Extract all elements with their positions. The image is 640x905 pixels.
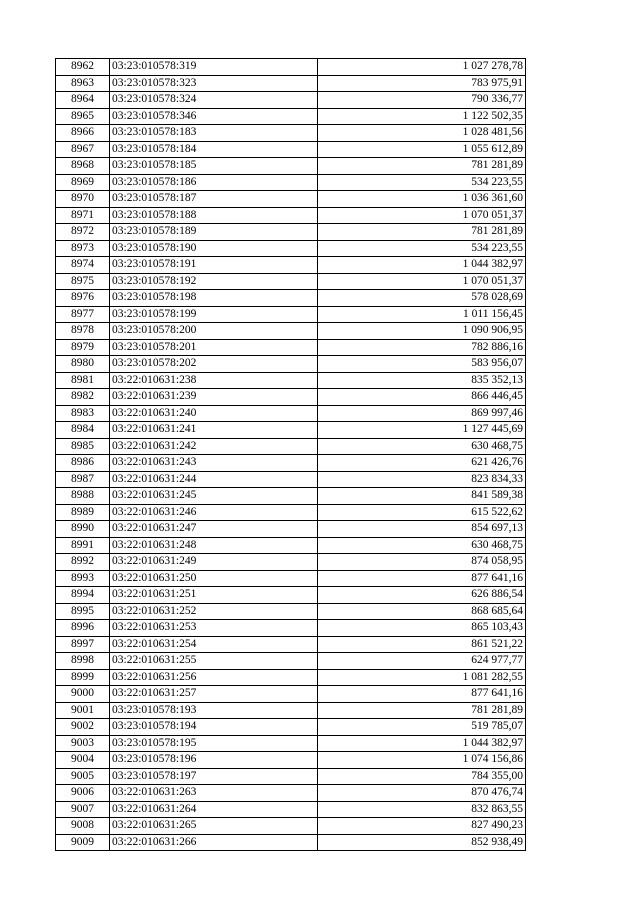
- cadastral-number: 03:22:010631:245: [110, 488, 318, 505]
- cadastral-value: 1 044 382,97: [318, 735, 526, 752]
- table-row: [56, 471, 526, 488]
- row-number: 8980: [56, 356, 110, 373]
- cadastral-value: 1 027 278,78: [318, 59, 526, 76]
- row-number: 9009: [56, 834, 110, 851]
- table-row: [56, 438, 526, 455]
- row-number: 8976: [56, 290, 110, 307]
- table-row: [56, 455, 526, 472]
- row-number: 8996: [56, 620, 110, 637]
- cadastral-value: 534 223,55: [318, 240, 526, 257]
- cadastral-number: 03:23:010578:184: [110, 141, 318, 158]
- table-row: [56, 554, 526, 571]
- cadastral-number: 03:23:010578:201: [110, 339, 318, 356]
- cadastral-value: 781 281,89: [318, 224, 526, 241]
- table-row: [56, 306, 526, 323]
- cadastral-value: 519 785,07: [318, 719, 526, 736]
- row-number: 8988: [56, 488, 110, 505]
- cadastral-number: 03:23:010578:191: [110, 257, 318, 274]
- cadastral-number: 03:23:010578:196: [110, 752, 318, 769]
- cadastral-value: 626 886,54: [318, 587, 526, 604]
- cadastral-number: 03:22:010631:238: [110, 372, 318, 389]
- table-row: [56, 125, 526, 142]
- table-row: [56, 389, 526, 406]
- cadastral-value: 852 938,49: [318, 834, 526, 851]
- table-row: [56, 818, 526, 835]
- row-number: 8971: [56, 207, 110, 224]
- row-number: 8964: [56, 92, 110, 109]
- cadastral-value: 783 975,91: [318, 75, 526, 92]
- cadastral-number: 03:23:010578:189: [110, 224, 318, 241]
- cadastral-value: 781 281,89: [318, 702, 526, 719]
- cadastral-value: 832 863,55: [318, 801, 526, 818]
- row-number: 9007: [56, 801, 110, 818]
- cadastral-value: 865 103,43: [318, 620, 526, 637]
- cadastral-number: 03:22:010631:241: [110, 422, 318, 439]
- table-row: [56, 719, 526, 736]
- cadastral-number: 03:23:010578:188: [110, 207, 318, 224]
- table-row: [56, 372, 526, 389]
- table-row: [56, 504, 526, 521]
- table-row: [56, 158, 526, 175]
- table-row: [56, 290, 526, 307]
- table-row: [56, 521, 526, 538]
- cadastral-number: 03:22:010631:250: [110, 570, 318, 587]
- cadastral-number: 03:23:010578:324: [110, 92, 318, 109]
- cadastral-number: 03:22:010631:254: [110, 636, 318, 653]
- cadastral-number: 03:22:010631:246: [110, 504, 318, 521]
- cadastral-number: 03:22:010631:249: [110, 554, 318, 571]
- cadastral-number: 03:22:010631:266: [110, 834, 318, 851]
- table-row: [56, 834, 526, 851]
- cadastral-value: 877 641,16: [318, 570, 526, 587]
- cadastral-number: 03:23:010578:323: [110, 75, 318, 92]
- cadastral-number: 03:22:010631:240: [110, 405, 318, 422]
- table-row: [56, 768, 526, 785]
- row-number: 8975: [56, 273, 110, 290]
- cadastral-value: 835 352,13: [318, 372, 526, 389]
- cadastral-value: 1 044 382,97: [318, 257, 526, 274]
- table-row: [56, 422, 526, 439]
- table-body: [56, 59, 526, 851]
- table-row: [56, 587, 526, 604]
- row-number: 8989: [56, 504, 110, 521]
- table-row: [56, 669, 526, 686]
- cadastral-value: 861 521,22: [318, 636, 526, 653]
- cadastral-value: 1 011 156,45: [318, 306, 526, 323]
- cadastral-value: 782 886,16: [318, 339, 526, 356]
- cadastral-number: 03:22:010631:239: [110, 389, 318, 406]
- table-row: [56, 735, 526, 752]
- cadastral-value: 1 055 612,89: [318, 141, 526, 158]
- row-number: 8986: [56, 455, 110, 472]
- cadastral-number: 03:23:010578:200: [110, 323, 318, 340]
- row-number: 8997: [56, 636, 110, 653]
- cadastral-number: 03:22:010631:247: [110, 521, 318, 538]
- row-number: 8983: [56, 405, 110, 422]
- row-number: 9005: [56, 768, 110, 785]
- row-number: 8977: [56, 306, 110, 323]
- row-number: 8973: [56, 240, 110, 257]
- cadastral-value: 1 070 051,37: [318, 207, 526, 224]
- cadastral-value: 1 036 361,60: [318, 191, 526, 208]
- table-row: [56, 92, 526, 109]
- cadastral-value: 615 522,62: [318, 504, 526, 521]
- row-number: 8998: [56, 653, 110, 670]
- cadastral-number: 03:22:010631:248: [110, 537, 318, 554]
- cadastral-number: 03:23:010578:183: [110, 125, 318, 142]
- row-number: 8993: [56, 570, 110, 587]
- cadastral-number: 03:23:010578:346: [110, 108, 318, 125]
- row-number: 8974: [56, 257, 110, 274]
- cadastral-number: 03:23:010578:193: [110, 702, 318, 719]
- cadastral-value: 854 697,13: [318, 521, 526, 538]
- table-row: [56, 174, 526, 191]
- row-number: 8992: [56, 554, 110, 571]
- cadastral-number: 03:23:010578:198: [110, 290, 318, 307]
- table-row: [56, 488, 526, 505]
- cadastral-number: 03:22:010631:255: [110, 653, 318, 670]
- cadastral-value: 1 122 502,35: [318, 108, 526, 125]
- row-number: 8991: [56, 537, 110, 554]
- row-number: 8969: [56, 174, 110, 191]
- cadastral-value: 841 589,38: [318, 488, 526, 505]
- table-row: [56, 59, 526, 76]
- table-row: [56, 537, 526, 554]
- table-row: [56, 686, 526, 703]
- cadastral-number: 03:22:010631:253: [110, 620, 318, 637]
- row-number: 8985: [56, 438, 110, 455]
- cadastral-value: 868 685,64: [318, 603, 526, 620]
- row-number: 9000: [56, 686, 110, 703]
- cadastral-number: 03:22:010631:257: [110, 686, 318, 703]
- cadastral-number: 03:23:010578:194: [110, 719, 318, 736]
- cadastral-number: 03:22:010631:243: [110, 455, 318, 472]
- row-number: 8970: [56, 191, 110, 208]
- cadastral-value: 1 028 481,56: [318, 125, 526, 142]
- cadastral-value: 866 446,45: [318, 389, 526, 406]
- cadastral-number: 03:23:010578:319: [110, 59, 318, 76]
- cadastral-number: 03:22:010631:252: [110, 603, 318, 620]
- row-number: 8967: [56, 141, 110, 158]
- table-row: [56, 191, 526, 208]
- table-row: [56, 653, 526, 670]
- table-row: [56, 702, 526, 719]
- cadastral-value: 790 336,77: [318, 92, 526, 109]
- cadastral-number: 03:23:010578:195: [110, 735, 318, 752]
- cadastral-number: 03:22:010631:251: [110, 587, 318, 604]
- row-number: 9003: [56, 735, 110, 752]
- row-number: 9006: [56, 785, 110, 802]
- cadastral-number: 03:23:010578:199: [110, 306, 318, 323]
- cadastral-value: 583 956,07: [318, 356, 526, 373]
- cadastral-value: 823 834,33: [318, 471, 526, 488]
- cadastral-value: 877 641,16: [318, 686, 526, 703]
- cadastral-number: 03:23:010578:186: [110, 174, 318, 191]
- cadastral-value: 870 476,74: [318, 785, 526, 802]
- row-number: 8999: [56, 669, 110, 686]
- table-row: [56, 141, 526, 158]
- table-row: [56, 224, 526, 241]
- cadastral-value: 630 468,75: [318, 537, 526, 554]
- row-number: 8994: [56, 587, 110, 604]
- table-row: [56, 323, 526, 340]
- table-row: [56, 620, 526, 637]
- table-row: [56, 75, 526, 92]
- table-row: [56, 603, 526, 620]
- cadastral-value: 578 028,69: [318, 290, 526, 307]
- row-number: 9004: [56, 752, 110, 769]
- cadastral-value: 874 058,95: [318, 554, 526, 571]
- row-number: 8987: [56, 471, 110, 488]
- cadastral-number: 03:23:010578:192: [110, 273, 318, 290]
- row-number: 8984: [56, 422, 110, 439]
- cadastral-number: 03:23:010578:190: [110, 240, 318, 257]
- table-row: [56, 570, 526, 587]
- row-number: 8966: [56, 125, 110, 142]
- cadastral-number: 03:22:010631:244: [110, 471, 318, 488]
- row-number: 8972: [56, 224, 110, 241]
- cadastral-value: 827 490,23: [318, 818, 526, 835]
- document-page: [55, 58, 525, 851]
- table-row: [56, 108, 526, 125]
- cadastral-number: 03:23:010578:202: [110, 356, 318, 373]
- row-number: 8979: [56, 339, 110, 356]
- cadastral-value: 784 355,00: [318, 768, 526, 785]
- row-number: 8995: [56, 603, 110, 620]
- cadastral-number: 03:23:010578:197: [110, 768, 318, 785]
- cadastral-value: 630 468,75: [318, 438, 526, 455]
- table-row: [56, 356, 526, 373]
- cadastral-value: 1 070 051,37: [318, 273, 526, 290]
- cadastral-number: 03:22:010631:256: [110, 669, 318, 686]
- cadastral-number: 03:22:010631:263: [110, 785, 318, 802]
- row-number: 8981: [56, 372, 110, 389]
- row-number: 8990: [56, 521, 110, 538]
- cadastral-value: 1 081 282,55: [318, 669, 526, 686]
- table-row: [56, 405, 526, 422]
- cadastral-value: 1 090 906,95: [318, 323, 526, 340]
- cadastral-number: 03:23:010578:185: [110, 158, 318, 175]
- table-row: [56, 273, 526, 290]
- row-number: 8978: [56, 323, 110, 340]
- row-number: 8982: [56, 389, 110, 406]
- row-number: 8968: [56, 158, 110, 175]
- cadastral-value: 781 281,89: [318, 158, 526, 175]
- cadastral-value: 1 127 445,69: [318, 422, 526, 439]
- table-row: [56, 257, 526, 274]
- cadastral-number: 03:22:010631:242: [110, 438, 318, 455]
- cadastral-value: 624 977,77: [318, 653, 526, 670]
- cadastral-number: 03:23:010578:187: [110, 191, 318, 208]
- cadastral-value-table: [55, 58, 526, 851]
- table-row: [56, 801, 526, 818]
- cadastral-value: 1 074 156,86: [318, 752, 526, 769]
- cadastral-number: 03:22:010631:264: [110, 801, 318, 818]
- row-number: 8963: [56, 75, 110, 92]
- row-number: 9002: [56, 719, 110, 736]
- table-row: [56, 785, 526, 802]
- cadastral-value: 621 426,76: [318, 455, 526, 472]
- cadastral-number: 03:22:010631:265: [110, 818, 318, 835]
- table-row: [56, 339, 526, 356]
- table-row: [56, 636, 526, 653]
- table-row: [56, 752, 526, 769]
- cadastral-value: 534 223,55: [318, 174, 526, 191]
- table-row: [56, 240, 526, 257]
- row-number: 8965: [56, 108, 110, 125]
- cadastral-value: 869 997,46: [318, 405, 526, 422]
- row-number: 9001: [56, 702, 110, 719]
- table-row: [56, 207, 526, 224]
- row-number: 9008: [56, 818, 110, 835]
- row-number: 8962: [56, 59, 110, 76]
